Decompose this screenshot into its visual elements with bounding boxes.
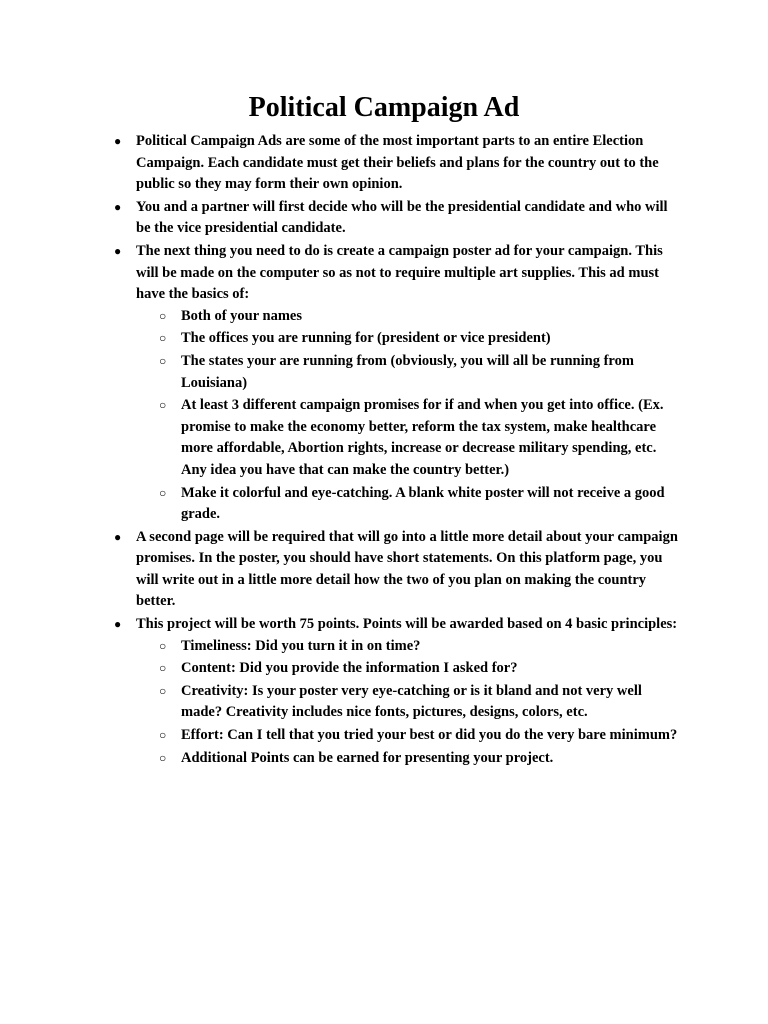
sub-bullet-icon: ○ [159, 398, 167, 413]
sub-list-item-text: Make it colorful and eye-catching. A blank white poster will not receive a good grade. [181, 484, 665, 523]
sub-list-item-text: Both of your names [181, 307, 302, 324]
list-item-text: A second page will be required that will go into a little more detail about your campaign promises. In the poster, you should have short statements. On this platform page, you will write out in a little more detail how the two of you plan on making the country better. [136, 528, 678, 610]
sub-bullet-icon: ○ [159, 353, 167, 368]
sub-list-item [159, 328, 681, 350]
list-item [114, 197, 681, 240]
grading-principles-list [136, 636, 681, 770]
sub-list-item [159, 681, 681, 724]
sub-list-item-text: At least 3 different campaign promises for if and when you get into office. (Ex. promise to make the economy better, reform the tax system, make healthcare more affordable, Abortion rights, increase or decrease military spending, etc. Any idea you have that can make the country better.) [181, 397, 664, 478]
sub-bullet-icon: ○ [159, 683, 167, 698]
sub-list-item-text: Creativity: Is your poster very eye-catching or is it bland and not very well made? Creativity includes nice fonts, pictures, designs, colors, etc. [181, 682, 642, 721]
sub-list-item-text: The offices you are running for (president or vice president) [181, 330, 551, 347]
list-item [114, 241, 681, 526]
poster-requirements-list [136, 306, 681, 526]
sub-bullet-icon: ○ [159, 661, 167, 676]
sub-list-item-text: Content: Did you provide the information I asked for? [181, 660, 518, 677]
sub-list-item [159, 748, 681, 770]
list-item-text: Political Campaign Ads are some of the most important parts to an entire Election Campaign. Each candidate must get their beliefs and plans for the country out to the public so they may form their own opinion. [136, 133, 659, 193]
bullet-icon: ● [114, 199, 122, 214]
bullet-icon: ● [114, 529, 122, 544]
sub-bullet-icon: ○ [159, 638, 167, 653]
sub-list-item [159, 483, 681, 526]
bullet-icon: ● [114, 243, 122, 258]
bullet-icon: ● [114, 134, 122, 148]
sub-list-item [159, 351, 681, 394]
sub-list-item [159, 395, 681, 481]
sub-bullet-icon: ○ [159, 331, 167, 346]
list-item-text: The next thing you need to do is create a campaign poster ad for your campaign. This will be made on the computer so as not to require multiple art supplies. This ad must have the basics of: [136, 242, 663, 303]
page-title: Political Campaign Ad [248, 92, 520, 123]
bullet-icon: ● [114, 617, 122, 632]
sub-list-item [159, 725, 681, 747]
list-item [114, 614, 681, 769]
sub-list-item [159, 636, 681, 658]
instruction-list [114, 131, 681, 770]
sub-list-item [159, 658, 681, 680]
sub-list-item-text: The states your are running from (obviously, you will all be running from Louisiana) [181, 352, 634, 391]
sub-list-item-text: Timeliness: Did you turn it in on time? [181, 637, 421, 654]
list-item-text: You and a partner will first decide who will be the presidential candidate and who will be the vice presidential candidate. [136, 198, 668, 237]
sub-bullet-icon: ○ [159, 728, 167, 743]
sub-bullet-icon: ○ [159, 308, 167, 323]
sub-list-item-text: Effort: Can I tell that you tried your best or did you do the very bare minimum? [181, 727, 678, 744]
sub-list-item [159, 306, 681, 328]
sub-list-item-text: Additional Points can be earned for presenting your project. [181, 749, 554, 766]
list-item [114, 527, 681, 613]
sub-bullet-icon: ○ [159, 750, 167, 765]
sub-bullet-icon: ○ [159, 485, 167, 500]
list-item [114, 131, 681, 196]
list-item-text: This project will be worth 75 points. Points will be awarded based on 4 basic principles: [136, 616, 678, 633]
